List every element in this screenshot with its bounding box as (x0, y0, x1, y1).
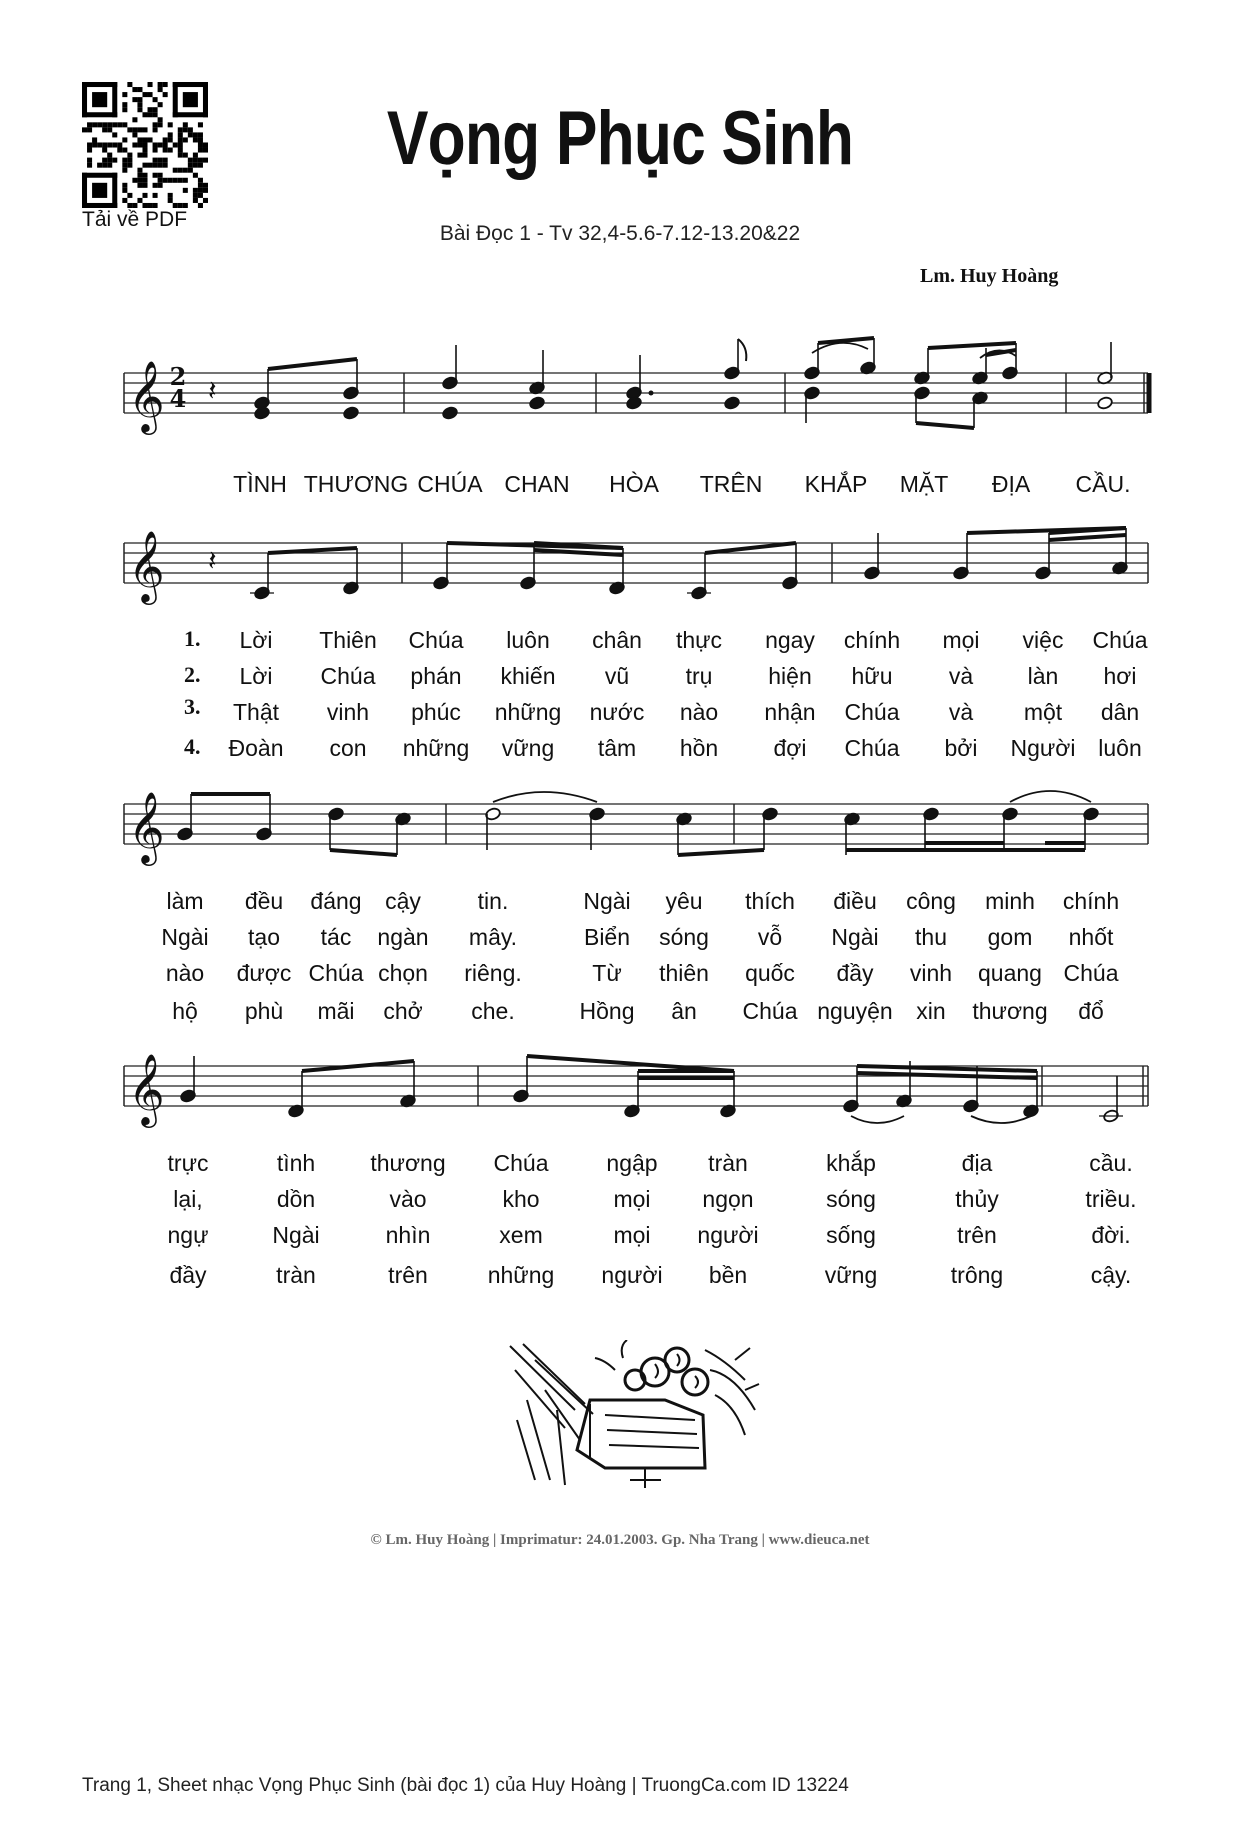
lyric-word: trông (950, 1262, 1004, 1288)
lyric-word: quốc (745, 960, 795, 986)
lyric-word: chính (1062, 888, 1120, 914)
lyric-word: gom (987, 924, 1033, 950)
lyric-word: Ngài (831, 924, 879, 950)
lyric-word: tin. (477, 888, 509, 914)
lyric-word: luôn (506, 627, 550, 653)
lyric-word: những (494, 699, 562, 725)
lyric-word: vinh (326, 699, 370, 725)
lyric-word: nguyện (817, 998, 893, 1024)
song-title: Vọng Phục Sinh (386, 96, 854, 181)
lyric-word: thương (972, 998, 1048, 1024)
lyric-word: Chúa (1063, 960, 1119, 986)
lyric-word: thiên (659, 960, 709, 986)
lyric-word: Lời (239, 663, 273, 689)
lyric-word: thực (675, 627, 723, 653)
lyric-word: nào (165, 960, 205, 986)
song-subtitle: Bài Đọc 1 - Tv 32,4-5.6-7.12-13.20&22 (439, 222, 801, 245)
lyric-word: người (601, 1262, 663, 1288)
lyric-word: quang (978, 960, 1042, 986)
lyric-word: chọn (378, 960, 428, 986)
svg-text:𝄽: 𝄽 (208, 544, 217, 577)
lyric-word: sống (826, 1222, 876, 1248)
lyric-word: mọi (942, 627, 980, 653)
lyric-word: khắp (826, 1150, 876, 1176)
lyric-word: Chúa (844, 735, 900, 761)
lyric-word: và (948, 663, 974, 689)
lyric-word: trực (167, 1150, 209, 1176)
lyric-word: trên (957, 1222, 997, 1248)
verse-number: 2. (184, 662, 201, 687)
lyric-word: MẶT (899, 471, 949, 497)
time-signature-top: 2 (169, 362, 187, 391)
lyric-word: ân (671, 998, 697, 1024)
lyric-word: Thiên (319, 627, 377, 653)
lyric-word: những (402, 735, 470, 761)
verse-number: 1. (184, 626, 201, 651)
lyric-word: Chúa (408, 627, 464, 653)
lyric-word: ngọn (702, 1186, 754, 1212)
lyric-word: mãi (317, 998, 355, 1024)
lyric-word: sóng (659, 924, 709, 950)
svg-text:𝄞: 𝄞 (128, 529, 165, 602)
lyric-word: thích (745, 888, 795, 914)
lyric-word: làm (166, 888, 204, 914)
lyric-word: đầy (836, 960, 874, 986)
lyric-word: Biển (583, 924, 631, 950)
lyric-word: nào (679, 699, 719, 725)
lyric-word: dồn (276, 1186, 316, 1212)
lyric-word: sóng (826, 1186, 876, 1212)
lyric-word: đợi (773, 735, 807, 761)
lyric-word: và (948, 699, 974, 725)
lyric-word: con (329, 735, 367, 761)
lyric-word: những (487, 1262, 555, 1288)
lyric-word: nhốt (1068, 924, 1114, 950)
lyric-word: cậy (385, 888, 421, 914)
lyric-word: được (236, 960, 292, 986)
lyric-word: đều (244, 888, 284, 914)
lyric-word: vững (501, 735, 555, 761)
lyric-word: nhìn (385, 1222, 431, 1248)
lyric-word: Chúa (320, 663, 376, 689)
lyric-word: hiện (768, 663, 812, 689)
lyric-word: CHÚA (417, 471, 483, 497)
lyric-word: HÒA (609, 471, 659, 497)
lyric-word: ngàn (377, 924, 429, 950)
lyric-word: đáng (310, 888, 362, 914)
lyric-word: thủy (955, 1186, 999, 1212)
lyric-word: Ngài (161, 924, 209, 950)
lyric-word: luôn (1098, 735, 1142, 761)
lyric-word: xin (916, 998, 946, 1024)
lyric-word: công (906, 888, 956, 914)
lyric-word: triều. (1085, 1186, 1137, 1212)
lyric-word: tràn (708, 1150, 748, 1176)
lyric-word: tác (320, 924, 352, 950)
lyric-word: khiến (500, 663, 556, 689)
lyric-word: Chúa (1092, 627, 1148, 653)
lyric-word: lại, (173, 1186, 203, 1212)
lyric-word: điều (833, 888, 877, 914)
lyric-word: phúc (411, 699, 461, 725)
lyric-word: tâm (597, 735, 637, 761)
lyric-word: nhận (764, 699, 816, 725)
lyric-word: chính (843, 627, 901, 653)
lyric-word: trên (388, 1262, 428, 1288)
lyric-word: Ngài (583, 888, 631, 914)
lyric-word: tạo (248, 924, 280, 950)
lyric-word: trụ (685, 663, 713, 689)
lyric-word: người (697, 1222, 759, 1248)
composer-name: Lm. Huy Hoàng (920, 265, 1059, 287)
lyric-word: mọi (613, 1186, 651, 1212)
lyric-word: vũ (604, 663, 630, 689)
lyric-word: một (1023, 699, 1063, 725)
lyric-word: CHAN (504, 471, 570, 497)
lyric-word: thương (370, 1150, 446, 1176)
verse-number: 3. (184, 694, 201, 719)
lyric-word: dân (1100, 699, 1140, 725)
lyric-word: ngập (606, 1150, 658, 1176)
lyric-word: CẦU. (1075, 471, 1131, 497)
lyric-word: vào (389, 1186, 427, 1212)
lyric-word: việc (1022, 627, 1064, 653)
lyric-word: KHẮP (804, 471, 868, 497)
bible-flowers-illustration (505, 1340, 765, 1490)
lyric-word: mây. (468, 924, 518, 950)
verse-number: 4. (184, 734, 201, 759)
lyric-word: chân (592, 627, 642, 653)
lyric-word: Chúa (308, 960, 364, 986)
lyric-word: phán (410, 663, 462, 689)
svg-text:𝄞: 𝄞 (128, 359, 165, 432)
lyric-word: cầu. (1089, 1150, 1133, 1176)
lyric-word: hồn (679, 735, 719, 761)
lyric-word: kho (502, 1186, 540, 1212)
lyric-word: đổ (1078, 998, 1104, 1024)
svg-text:𝄽: 𝄽 (208, 374, 217, 407)
lyric-word: nước (589, 699, 645, 725)
lyric-word: hộ (172, 998, 198, 1024)
lyric-word: Từ (592, 960, 622, 986)
lyric-word: tràn (276, 1262, 316, 1288)
lyric-word: THƯƠNG (303, 471, 409, 497)
page-footer-text: Trang 1, Sheet nhạc Vọng Phục Sinh (bài đọc 1) của Huy Hoàng | TruongCa.com ID 13224 (82, 1775, 849, 1796)
lyric-word: thu (915, 924, 947, 950)
lyric-word: TÌNH (233, 471, 287, 497)
lyric-word: Chúa (742, 998, 798, 1024)
time-signature-bottom: 4 (169, 384, 187, 413)
lyric-word: minh (985, 888, 1035, 914)
copyright-footer: © Lm. Huy Hoàng | Imprimatur: 24.01.2003. Gp. Nha Trang | www.dieuca.net (370, 1532, 870, 1548)
lyric-word: vững (824, 1262, 878, 1288)
lyric-word: xem (499, 1222, 543, 1248)
lyric-word: tình (276, 1150, 316, 1176)
lyric-word: cậy. (1090, 1262, 1132, 1288)
lyric-word: đời. (1091, 1222, 1131, 1248)
lyric-word: chở (383, 998, 423, 1024)
lyric-word: làn (1027, 663, 1059, 689)
svg-text:𝄞: 𝄞 (128, 790, 165, 863)
lyric-word: ĐỊA (991, 471, 1031, 497)
lyric-word: Đoàn (228, 735, 284, 761)
lyric-word: Người (1010, 735, 1076, 761)
lyric-word: Hồng (579, 998, 635, 1024)
lyric-word: Ngài (272, 1222, 320, 1248)
lyric-word: vinh (909, 960, 953, 986)
lyric-word: Chúa (493, 1150, 549, 1176)
lyric-word: ngay (765, 627, 815, 653)
time-signature (166, 362, 190, 413)
lyric-word: Chúa (844, 699, 900, 725)
lyric-word: ngự (167, 1222, 209, 1248)
download-pdf-label[interactable]: Tải về PDF (82, 208, 188, 231)
lyric-word: che. (471, 998, 515, 1024)
lyric-word: phù (244, 998, 284, 1024)
lyric-word: bởi (944, 735, 978, 761)
lyric-word: địa (961, 1150, 993, 1176)
svg-text:𝄞: 𝄞 (128, 1052, 165, 1125)
lyric-word: riêng. (464, 960, 522, 986)
lyric-word: hơi (1103, 663, 1137, 689)
lyric-word: Thật (232, 699, 280, 725)
lyric-word: vỗ (757, 924, 783, 950)
lyric-word: hữu (851, 663, 893, 689)
lyric-word: đầy (169, 1262, 207, 1288)
lyric-word: Lời (239, 627, 273, 653)
lyric-word: mọi (613, 1222, 651, 1248)
lyric-word: TRÊN (699, 471, 763, 497)
lyric-word: bền (708, 1262, 748, 1288)
lyric-word: yêu (665, 888, 703, 914)
